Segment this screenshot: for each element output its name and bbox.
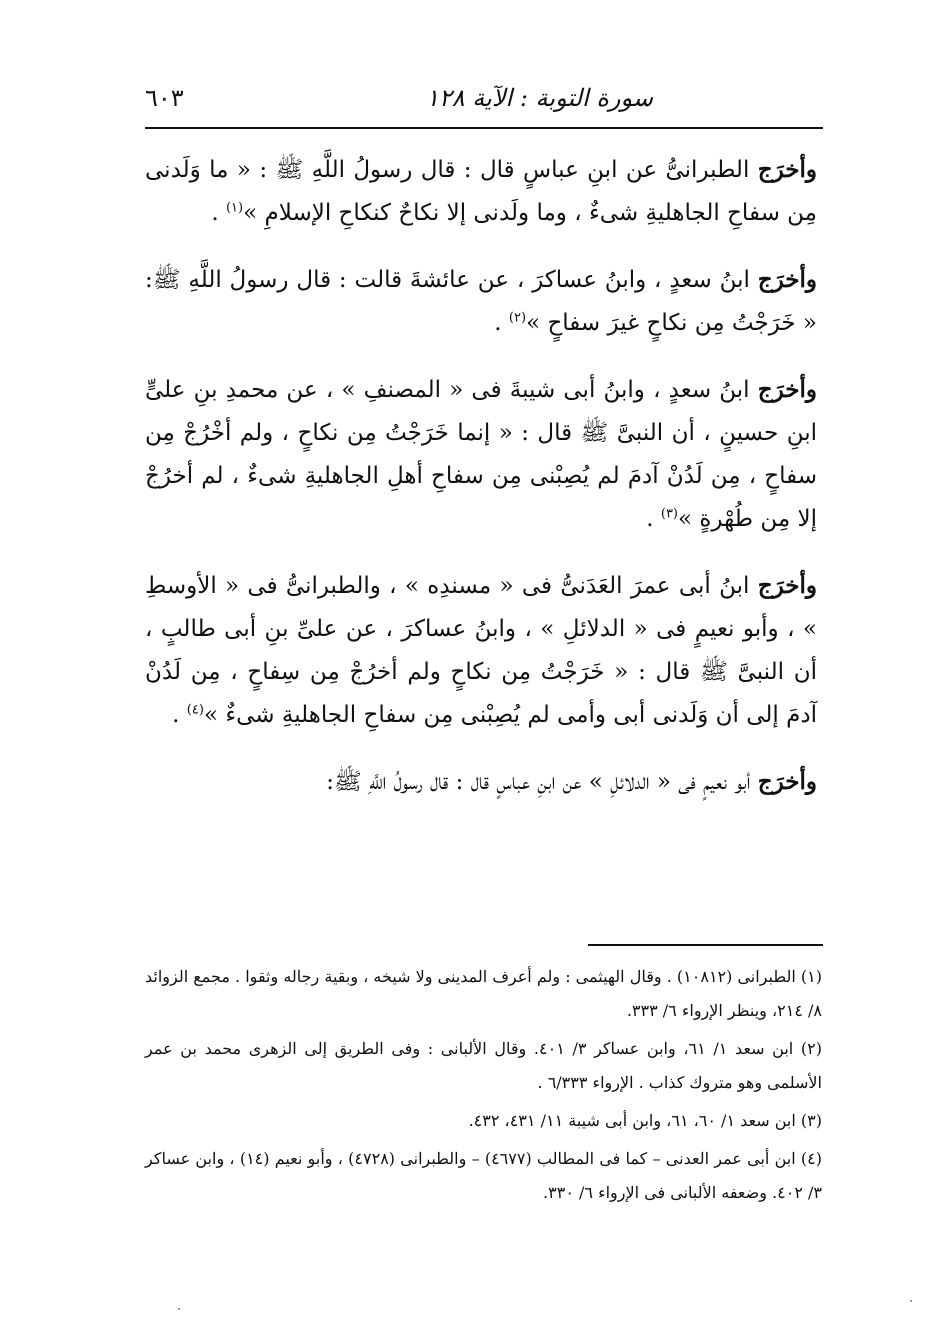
paragraph-2 (145, 258, 817, 345)
paragraph-1 (145, 148, 817, 235)
paragraph-5 (145, 760, 817, 804)
paragraph-text: أبو نعيمٍ فى « الدلائلِ » عن ابنِ عباسٍ قال : قال رسولُ اللَّهِ ﷺ: (326, 769, 758, 795)
paragraph-end: . (494, 310, 509, 336)
footnote-marker[interactable]: (٣) (660, 506, 678, 522)
paragraph-lead: وأخرَج (757, 572, 817, 599)
paragraph-end: . (646, 506, 661, 532)
paragraph-lead: وأخرَج (757, 266, 817, 293)
footnote-marker[interactable]: (٢) (508, 310, 527, 326)
paragraph-lead: وأخرَج (757, 768, 817, 795)
footnotes (145, 960, 822, 1214)
header-rule (145, 127, 823, 129)
paragraph-text: ابنُ سعدٍ ، وابنُ عساكرَ ، عن عائشةَ قالت : قال رسولُ اللَّهِ ﷺ: « خَرَجْتُ مِن نكاحٍ غيرَ سفاحٍ » (145, 267, 817, 336)
running-head (145, 78, 823, 118)
footnote-2: (٢) ابن سعد ١/ ٦١، وابن عساكر ٣/ ٤٠١. وقال الألبانى : وفى الطريق إلى الزهرى محمد بن عمر الأسلمى وهو متروك كذاب . الإرواء ٦/٣٣٣ . (145, 1039, 822, 1092)
main-text (145, 148, 817, 827)
paragraph-lead: وأخرَج (757, 376, 817, 403)
paragraph-lead: وأخرَج (757, 156, 817, 183)
paragraph-3 (145, 368, 817, 541)
paragraph-text: الطبرانىُّ عن ابنِ عباسٍ قال : قال رسولُ اللَّهِ ﷺ : « ما وَلَدنى مِن سفاحِ الجاهليةِ شىءٌ ، وما ولَدنى إلا نكاحٌ كنكاحِ الإسلامِ » (145, 157, 817, 226)
paragraph-text: ابنُ أبى عمرَ العَدَنىُّ فى « مسندِه » ، والطبرانىُّ فى « الأوسطِ » ، وأبو نعيمٍ فى « الدلائلِ » ، وابنُ عساكرَ ، عن علىِّ بنِ أبى طالبٍ ، أن النبىَّ ﷺ قال : « خَرَجْتُ مِن نكاحٍ ولم أخرُجْ مِن سِفاحٍ ، مِن لَدُنْ آدمَ إلى أن وَلَدنى أبى وأمى لم يُصِبْنى مِن سفاحِ الجاهليةِ شىءٌ » (145, 573, 817, 728)
paragraph-4 (145, 564, 817, 737)
footnote-marker[interactable]: (٤) (186, 702, 204, 718)
page-number: ٦٠٣ (145, 84, 184, 112)
footnote-separator (588, 944, 823, 946)
running-head-title: سورة التوبة : الآية ١٢٨ (425, 84, 653, 112)
scan-speck (910, 1300, 912, 1302)
paragraph-text: ابنُ سعدٍ ، وابنُ أبى شيبةَ فى « المصنفِ » ، عن محمدِ بنِ علىٍّ ابنِ حسينٍ ، أن النبىَّ ﷺ قال : « إنما خَرَجْتُ مِن نكاحٍ ، ولم أخْرُجْ مِن سفاحٍ ، مِن لَدُنْ آدمَ لم يُصِبْنى مِن سفاحِ أهلِ الجاهليةِ شىءٌ ، لم أخرُجْ إلا مِن طُهْرةٍ » (145, 377, 817, 532)
footnote-3: (٣) ابن سعد ١/ ٦٠، ٦١، وابن أبى شيبة ١١/ ٤٣١، ٤٣٢. (468, 1111, 822, 1130)
paragraph-end: . (172, 702, 187, 728)
footnote-marker[interactable]: (١) (225, 200, 244, 216)
paragraph-end: . (211, 200, 226, 226)
footnote-4: (٤) ابن أبى عمر العدنى – كما فى المطالب (٤٦٧٧) – والطبرانى (٤٧٢٨) ، وأبو نعيم (١٤) ، وابن عساكر ٣/ ٤٠٢. وضعفه الألبانى فى الإرواء ٦/ ٣٣٠. (145, 1149, 823, 1202)
scan-speck (178, 1308, 180, 1310)
footnote-1: (١) الطبرانى (١٠٨١٢) . وقال الهيثمى : ولم أعرف المدينى ولا شيخه ، وبقية رجاله وثقوا . مجمع الزوائد ٨/ ٢١٤، وينظر الإرواء ٦/ ٣٣٣. (145, 967, 822, 1020)
